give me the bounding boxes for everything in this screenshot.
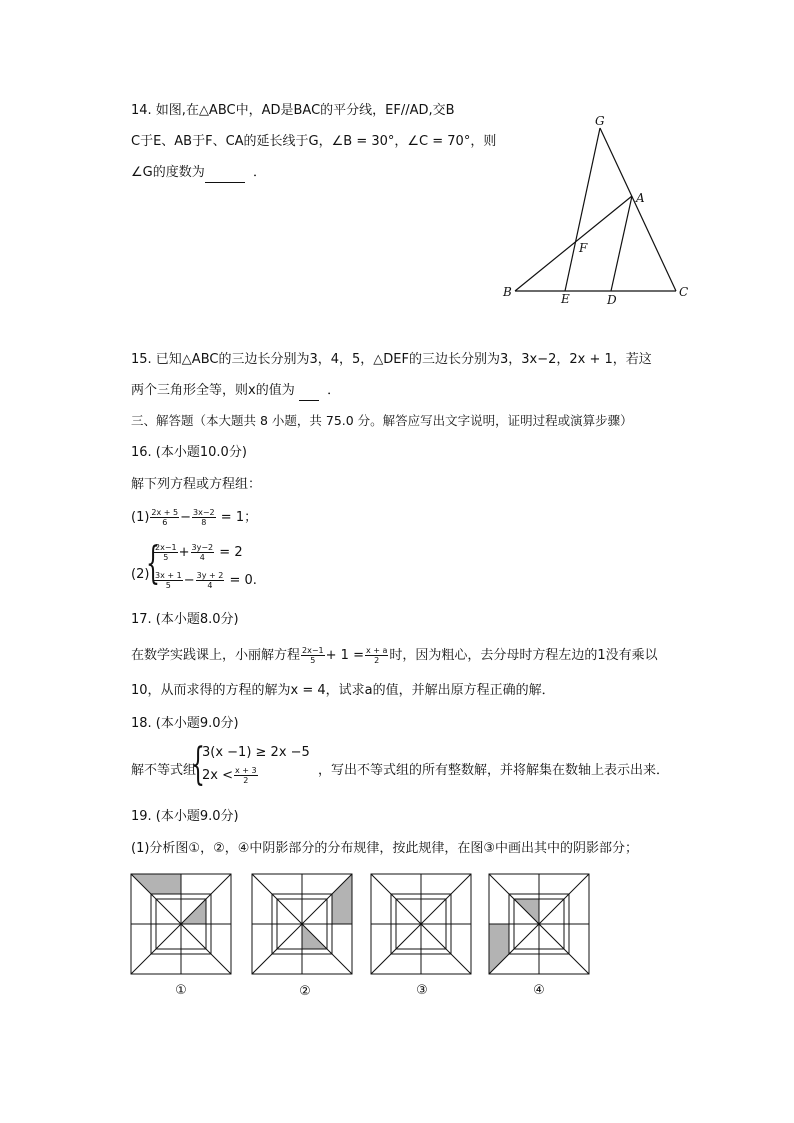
frac-den: 8 [201, 518, 207, 527]
frac-num: x + a [365, 646, 388, 655]
line-gc [600, 128, 676, 291]
figure-1 [130, 873, 232, 975]
q16-p1-label: (1) [131, 510, 150, 525]
frac-den: 6 [162, 518, 168, 527]
label-b: B [503, 285, 512, 299]
q18-brace: { [191, 739, 205, 790]
q18-head: 18. (本小题9.0分) [131, 716, 239, 731]
line-ge [565, 128, 600, 291]
q14-line3 [131, 164, 266, 183]
shade [489, 924, 509, 974]
frac-den: 4 [207, 581, 213, 590]
q14-triangle-figure [495, 108, 705, 313]
frac-den: 4 [199, 553, 205, 562]
q17-l1-c: 时，因为粗心，去分母时方程左边的1没有乘以 [389, 648, 658, 663]
q16-part1 [131, 508, 257, 527]
q16-brace: { [146, 538, 160, 589]
q16-p1-rhs: = 1； [220, 510, 258, 525]
q17-frac1 [301, 646, 325, 665]
shade [332, 874, 352, 924]
q16-system-row1 [153, 543, 243, 562]
q17-l1-a: 在数学实践课上，小丽解方程 [131, 648, 301, 663]
q14-line2: C于E、AB于F、CA的延长线于G，∠B = 30°，∠C = 70°，则 [131, 134, 497, 149]
frac-den: 2 [374, 656, 380, 665]
label-e: E [561, 292, 570, 306]
frac-den: 5 [310, 656, 316, 665]
q17-line1 [131, 646, 658, 665]
q15-line2 [131, 382, 340, 401]
frac-num: 2x−1 [302, 646, 324, 655]
frac-num: 2x + 5 [151, 508, 179, 517]
label-c: C [679, 285, 689, 299]
frac-den: 2 [243, 776, 249, 785]
frac-num: 3y + 2 [196, 571, 224, 580]
q16-r1-rhs: = 2 [219, 545, 243, 560]
figure-3-label: ③ [416, 983, 428, 998]
figure-1-label: ① [175, 983, 187, 998]
q18-tail: ，写出不等式组的所有整数解，并将解集在数轴上表示出来． [318, 763, 670, 778]
q18-frac [234, 766, 258, 785]
q15-answer-blank[interactable] [299, 382, 319, 401]
q16-r1-op: + [178, 545, 190, 560]
q18-row2 [202, 766, 259, 785]
q16-system-row2 [153, 571, 257, 590]
q16-p1-frac1 [150, 508, 179, 527]
q19-head: 19. (本小题9.0分) [131, 809, 239, 824]
q14-answer-blank[interactable] [205, 164, 245, 183]
q16-r2-frac2 [196, 571, 225, 590]
q18-r2-a: 2x < [202, 768, 233, 783]
q18-row1: 3(x −1) ≥ 2x −5 [202, 745, 310, 760]
q16-r2-op: − [183, 573, 195, 588]
q16-p1-minus: − [180, 510, 192, 525]
q18-label: 解不等式组 [131, 763, 197, 778]
q17-frac2 [365, 646, 388, 665]
section-3-heading: 三、解答题（本大题共 8 小题，共 75.0 分。解答应写出文字说明，证明过程或演算步骤） [131, 413, 633, 428]
q14-line3-text: ∠G的度数为 [131, 165, 205, 180]
frac-den: 5 [165, 581, 171, 590]
frac-den: 5 [163, 553, 169, 562]
q16-r2-rhs: = 0 [229, 573, 253, 588]
q14-line3-end: ． [253, 165, 267, 180]
q17-line2: 10，从而求得的方程的解为x = 4，试求a的值，并解出原方程正确的解． [131, 683, 555, 698]
q16-p1-frac2 [192, 508, 216, 527]
q19-line1: (1)分析图①，②，④中阴影部分的分布规律，按此规律，在图③中画出其中的阴影部分； [131, 841, 639, 856]
q16-r2-frac1 [154, 571, 183, 590]
q16-r1-frac2 [191, 543, 215, 562]
q16-part2-label: (2) [131, 567, 150, 582]
frac-num: 3y−2 [191, 543, 214, 552]
label-f: F [579, 241, 588, 255]
q14-line1: 14. 如图,在△ABC中，AD是BAC的平分线，EF//AD,交B [131, 103, 455, 118]
q17-head: 17. (本小题8.0分) [131, 612, 239, 627]
shade [131, 874, 181, 894]
q15-line2-text: 两个三角形全等，则x的值为 [131, 383, 295, 398]
figure-2-label: ② [299, 984, 311, 999]
q16-p2-end: . [252, 573, 257, 588]
label-g: G [595, 114, 605, 128]
frac-num: 2x−1 [155, 543, 177, 552]
figure-3 [370, 873, 472, 975]
q16-intro: 解下列方程或方程组： [131, 477, 262, 492]
frac-num: 3x + 1 [155, 571, 182, 580]
figure-4-label: ④ [533, 983, 545, 998]
figure-2 [251, 873, 353, 975]
q15-line1: 15. 已知△ABC的三边长分别为3，4，5，△DEF的三边长分别为3，3x−2，2x + 1，若这 [131, 352, 652, 367]
label-d: D [607, 293, 617, 307]
frac-num: x + 3 [235, 766, 257, 775]
q15-line2-end: ． [327, 383, 341, 398]
frac-num: 3x−2 [193, 508, 215, 517]
q17-l1-b: + 1 = [325, 648, 364, 663]
q16-r1-frac1 [154, 543, 178, 562]
q16-head: 16. (本小题10.0分) [131, 445, 247, 460]
figure-4 [488, 873, 590, 975]
label-a: A [636, 191, 645, 205]
